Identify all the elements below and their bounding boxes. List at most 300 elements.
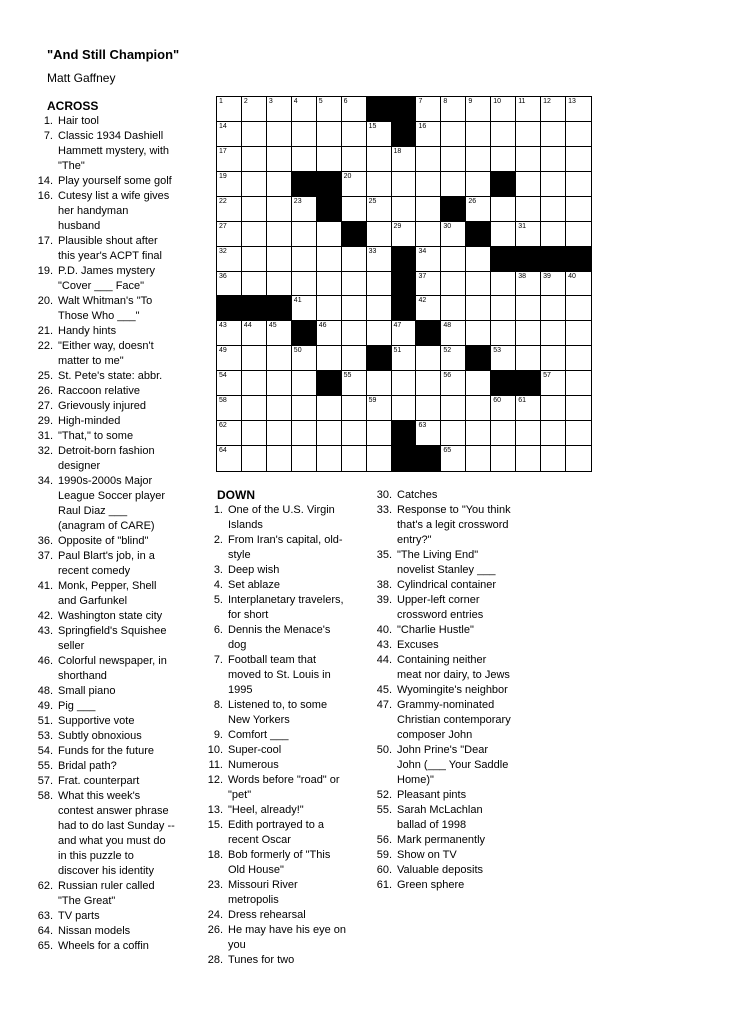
grid-block (317, 371, 342, 396)
grid-cell[interactable] (317, 346, 342, 371)
grid-cell[interactable] (516, 97, 541, 122)
clue-line: "The Living End" (397, 549, 479, 561)
grid-cell[interactable] (367, 222, 392, 247)
grid-cell[interactable] (566, 197, 591, 222)
grid-cell[interactable] (441, 172, 466, 197)
grid-cell[interactable] (317, 446, 342, 471)
grid-cell[interactable] (566, 222, 591, 247)
grid-cell[interactable] (217, 396, 242, 421)
grid-cell[interactable] (242, 446, 267, 471)
grid-cell[interactable] (516, 197, 541, 222)
grid-cell[interactable] (392, 147, 417, 172)
grid-cell[interactable] (491, 97, 516, 122)
grid-cell[interactable] (217, 272, 242, 297)
grid-cell[interactable] (267, 97, 292, 122)
grid-cell[interactable] (566, 296, 591, 321)
clue-line: Russian ruler called (58, 880, 155, 892)
grid-cell[interactable] (367, 147, 392, 172)
clue-item (371, 548, 551, 578)
cell-number: 31 (518, 222, 526, 230)
clue-line: "Charlie Hustle" (397, 624, 474, 636)
cell-number: 44 (243, 322, 252, 330)
clue-line: Handy hints (58, 325, 117, 337)
grid-cell[interactable] (292, 222, 317, 247)
clue-number: 50. (376, 744, 392, 756)
grid-cell[interactable] (267, 321, 292, 346)
clue-line: Frat. counterpart (58, 775, 140, 787)
clue-line: (anagram of CARE) (58, 520, 155, 532)
cell-number: 51 (393, 347, 402, 355)
clue-text (58, 774, 211, 789)
grid-cell[interactable] (466, 296, 491, 321)
grid-cell[interactable] (317, 272, 342, 297)
grid-cell[interactable] (491, 197, 516, 222)
clue-text (228, 623, 380, 653)
grid-cell[interactable] (541, 97, 566, 122)
grid-cell[interactable] (217, 122, 242, 147)
grid-cell[interactable] (516, 421, 541, 446)
grid-cell[interactable] (441, 396, 466, 421)
grid-cell[interactable] (516, 272, 541, 297)
clue-item (31, 879, 211, 909)
grid-cell[interactable] (292, 122, 317, 147)
grid-block (491, 247, 516, 272)
clue-text (397, 578, 551, 593)
grid-cell[interactable] (242, 371, 267, 396)
grid-cell[interactable] (267, 247, 292, 272)
grid-cell[interactable] (392, 172, 417, 197)
clue-text (228, 653, 380, 698)
grid-cell[interactable] (491, 272, 516, 297)
grid-cell[interactable] (566, 122, 591, 147)
grid-cell[interactable] (342, 122, 367, 147)
grid-cell[interactable] (541, 197, 566, 222)
grid-cell[interactable] (466, 122, 491, 147)
grid-cell[interactable] (242, 122, 267, 147)
grid-cell[interactable] (541, 172, 566, 197)
grid-cell[interactable] (242, 421, 267, 446)
grid-cell[interactable] (267, 222, 292, 247)
grid-cell[interactable] (416, 296, 441, 321)
clue-line: TV parts (58, 910, 100, 922)
grid-cell[interactable] (441, 346, 466, 371)
grid-cell[interactable] (416, 97, 441, 122)
grid-cell[interactable] (491, 321, 516, 346)
grid-cell[interactable] (541, 147, 566, 172)
cell-number: 33 (368, 247, 377, 255)
grid-cell[interactable] (292, 346, 317, 371)
grid-cell[interactable] (441, 321, 466, 346)
grid-cell[interactable] (317, 421, 342, 446)
grid-cell[interactable] (441, 122, 466, 147)
cell-number: 57 (543, 372, 551, 380)
grid-cell[interactable] (367, 272, 392, 297)
grid-cell[interactable] (267, 421, 292, 446)
grid-cell[interactable] (317, 97, 342, 122)
cell-number: 2 (243, 98, 248, 105)
clue-number: 17. (37, 235, 53, 247)
grid-cell[interactable] (566, 172, 591, 197)
grid-cell[interactable] (466, 247, 491, 272)
grid-cell[interactable] (466, 172, 491, 197)
grid-cell[interactable] (367, 371, 392, 396)
grid-cell[interactable] (541, 296, 566, 321)
grid-cell[interactable] (342, 272, 367, 297)
grid-cell[interactable] (416, 346, 441, 371)
grid-cell[interactable] (342, 396, 367, 421)
clue-item (371, 683, 551, 698)
clue-text (58, 879, 211, 909)
clue-item (202, 758, 380, 773)
grid-block (292, 172, 317, 197)
grid-cell[interactable] (367, 172, 392, 197)
grid-cell[interactable] (491, 147, 516, 172)
clue-item (371, 578, 551, 593)
grid-cell[interactable] (541, 371, 566, 396)
grid-cell[interactable] (416, 122, 441, 147)
grid-cell[interactable] (541, 396, 566, 421)
grid-cell[interactable] (441, 421, 466, 446)
grid-cell[interactable] (441, 446, 466, 471)
clue-text (228, 728, 380, 743)
clue-text (228, 908, 380, 923)
clue-number: 47. (376, 699, 392, 711)
grid-cell[interactable] (267, 446, 292, 471)
grid-cell[interactable] (342, 421, 367, 446)
grid-cell[interactable] (441, 272, 466, 297)
grid-cell[interactable] (292, 97, 317, 122)
grid-cell[interactable] (292, 197, 317, 222)
clue-number: 20. (37, 295, 53, 307)
clue-line: Old House" (228, 864, 284, 876)
grid-cell[interactable] (242, 247, 267, 272)
grid-cell[interactable] (317, 147, 342, 172)
clue-number: 43. (37, 625, 53, 637)
grid-cell[interactable] (242, 222, 267, 247)
grid-cell[interactable] (267, 197, 292, 222)
grid-cell[interactable] (242, 396, 267, 421)
grid-cell[interactable] (217, 147, 242, 172)
grid-cell[interactable] (367, 122, 392, 147)
clue-item (31, 264, 211, 294)
clue-number: 63. (37, 910, 53, 922)
grid-cell[interactable] (342, 97, 367, 122)
grid-cell[interactable] (242, 197, 267, 222)
grid-cell[interactable] (242, 97, 267, 122)
clue-number: 22. (37, 340, 53, 352)
cell-number: 45 (268, 322, 277, 330)
grid-cell[interactable] (342, 296, 367, 321)
cell-number: 55 (343, 372, 352, 380)
clue-text (397, 683, 551, 698)
grid-cell[interactable] (242, 272, 267, 297)
clue-number: 18. (207, 849, 223, 861)
clue-line: Edith portrayed to a (228, 819, 325, 831)
cell-number: 37 (418, 272, 427, 280)
grid-cell[interactable] (466, 321, 491, 346)
clue-line: Mark permanently (397, 834, 486, 846)
grid-cell[interactable] (342, 346, 367, 371)
grid-cell[interactable] (416, 272, 441, 297)
clue-item (202, 818, 380, 848)
grid-cell[interactable] (566, 421, 591, 446)
grid-cell[interactable] (217, 172, 242, 197)
grid-cell[interactable] (466, 421, 491, 446)
grid-cell[interactable] (367, 247, 392, 272)
clue-line: He may have his eye on (228, 924, 347, 936)
grid-cell[interactable] (416, 421, 441, 446)
clue-text (58, 339, 211, 369)
grid-cell[interactable] (491, 122, 516, 147)
cell-number: 40 (568, 272, 576, 280)
grid-cell[interactable] (516, 172, 541, 197)
grid-block (267, 296, 292, 321)
grid-cell[interactable] (242, 147, 267, 172)
grid-cell[interactable] (516, 122, 541, 147)
cell-number: 12 (543, 98, 551, 105)
clue-text (397, 593, 551, 623)
grid-cell[interactable] (367, 446, 392, 471)
grid-cell[interactable] (566, 346, 591, 371)
clue-number: 3. (213, 564, 223, 576)
clue-text (228, 758, 380, 773)
grid-cell[interactable] (441, 147, 466, 172)
grid-cell[interactable] (317, 296, 342, 321)
grid-cell[interactable] (217, 247, 242, 272)
grid-cell[interactable] (342, 321, 367, 346)
clue-line: "pet" (228, 789, 252, 801)
clue-line: League Soccer player (58, 490, 166, 502)
grid-cell[interactable] (416, 247, 441, 272)
grid-cell[interactable] (541, 346, 566, 371)
clue-line: Missouri River (228, 879, 298, 891)
grid-cell[interactable] (416, 172, 441, 197)
clue-number: 56. (376, 834, 392, 846)
clue-item (202, 653, 380, 698)
grid-cell[interactable] (242, 321, 267, 346)
grid-block (392, 247, 417, 272)
clue-line: ballad of 1998 (397, 819, 467, 831)
grid-cell[interactable] (392, 321, 417, 346)
clue-line: and what you must do (58, 835, 166, 847)
grid-cell[interactable] (367, 197, 392, 222)
grid-cell[interactable] (466, 446, 491, 471)
grid-cell[interactable] (566, 321, 591, 346)
grid-cell[interactable] (541, 446, 566, 471)
clue-line: Wyomingite's neighbor (397, 684, 508, 696)
grid-cell[interactable] (416, 396, 441, 421)
grid-cell[interactable] (441, 296, 466, 321)
grid-cell[interactable] (541, 421, 566, 446)
grid-cell[interactable] (217, 222, 242, 247)
grid-cell[interactable] (541, 222, 566, 247)
clue-line: Super-cool (228, 744, 282, 756)
clue-item (31, 549, 211, 579)
cell-number: 19 (219, 172, 227, 180)
clue-line: Paul Blart's job, in a (58, 550, 155, 562)
grid-cell[interactable] (466, 272, 491, 297)
grid-cell[interactable] (516, 321, 541, 346)
grid-cell[interactable] (267, 396, 292, 421)
clue-line: Dennis the Menace's (228, 624, 331, 636)
grid-cell[interactable] (342, 446, 367, 471)
clue-text (58, 189, 211, 234)
across-heading: ACROSS (47, 99, 99, 113)
grid-cell[interactable] (566, 396, 591, 421)
grid-cell[interactable] (217, 346, 242, 371)
clue-number: 27. (37, 400, 53, 412)
grid-cell[interactable] (367, 321, 392, 346)
grid-cell[interactable] (516, 147, 541, 172)
clue-text (397, 548, 551, 578)
grid-block (392, 97, 417, 122)
grid-cell[interactable] (217, 371, 242, 396)
clue-number: 58. (37, 790, 53, 802)
cell-number: 25 (368, 197, 377, 205)
clue-text (58, 609, 211, 624)
grid-cell[interactable] (516, 222, 541, 247)
grid-cell[interactable] (466, 97, 491, 122)
grid-cell[interactable] (217, 446, 242, 471)
grid-cell[interactable] (267, 346, 292, 371)
grid-cell[interactable] (491, 446, 516, 471)
grid-cell[interactable] (242, 172, 267, 197)
clue-line: "That," to some (58, 430, 134, 442)
clue-text (58, 384, 211, 399)
grid-cell[interactable] (441, 222, 466, 247)
grid-cell[interactable] (292, 296, 317, 321)
grid-cell[interactable] (342, 197, 367, 222)
grid-cell[interactable] (392, 371, 417, 396)
puzzle-title: "And Still Champion" (47, 47, 180, 62)
grid-cell[interactable] (292, 247, 317, 272)
grid-cell[interactable] (466, 396, 491, 421)
grid-cell[interactable] (242, 346, 267, 371)
clue-number: 57. (37, 775, 53, 787)
grid-cell[interactable] (292, 147, 317, 172)
grid-cell[interactable] (416, 222, 441, 247)
grid-cell[interactable] (441, 247, 466, 272)
grid-cell[interactable] (566, 147, 591, 172)
grid-cell[interactable] (566, 446, 591, 471)
grid-block (392, 421, 417, 446)
grid-cell[interactable] (267, 122, 292, 147)
grid-block (416, 446, 441, 471)
grid-cell[interactable] (466, 197, 491, 222)
clue-item (31, 324, 211, 339)
clue-text (228, 953, 380, 968)
grid-block (392, 122, 417, 147)
clue-line: Plausible shout after (58, 235, 158, 247)
grid-cell[interactable] (392, 346, 417, 371)
grid-cell[interactable] (491, 396, 516, 421)
grid-cell[interactable] (217, 97, 242, 122)
grid-cell[interactable] (516, 296, 541, 321)
cell-number: 16 (418, 122, 427, 130)
clue-number: 54. (37, 745, 53, 757)
grid-cell[interactable] (367, 421, 392, 446)
grid-cell[interactable] (317, 247, 342, 272)
grid-cell[interactable] (292, 272, 317, 297)
grid-cell[interactable] (416, 197, 441, 222)
grid-cell[interactable] (392, 396, 417, 421)
grid-block (367, 346, 392, 371)
clue-line: John Prine's "Dear (397, 744, 488, 756)
grid-cell[interactable] (317, 122, 342, 147)
grid-cell[interactable] (416, 371, 441, 396)
grid-cell[interactable] (342, 172, 367, 197)
grid-cell[interactable] (317, 396, 342, 421)
grid-block (242, 296, 267, 321)
grid-cell[interactable] (217, 321, 242, 346)
grid-cell[interactable] (267, 147, 292, 172)
grid-cell[interactable] (392, 197, 417, 222)
grid-cell[interactable] (292, 396, 317, 421)
clue-item (31, 414, 211, 429)
clue-item (31, 729, 211, 744)
clue-text (397, 488, 551, 503)
clue-text (228, 923, 380, 953)
clue-line: 1995 (228, 684, 253, 696)
grid-cell[interactable] (566, 371, 591, 396)
grid-cell[interactable] (292, 421, 317, 446)
grid-cell[interactable] (342, 147, 367, 172)
grid-cell[interactable] (217, 421, 242, 446)
clue-item (31, 924, 211, 939)
grid-cell[interactable] (491, 296, 516, 321)
clue-number: 44. (376, 654, 392, 666)
grid-cell[interactable] (541, 272, 566, 297)
grid-cell[interactable] (342, 371, 367, 396)
grid-cell[interactable] (466, 147, 491, 172)
grid-cell[interactable] (516, 396, 541, 421)
grid-cell[interactable] (367, 396, 392, 421)
grid-cell[interactable] (566, 272, 591, 297)
grid-cell[interactable] (541, 321, 566, 346)
grid-cell[interactable] (292, 446, 317, 471)
grid-cell[interactable] (516, 446, 541, 471)
grid-cell[interactable] (541, 122, 566, 147)
grid-cell[interactable] (491, 421, 516, 446)
grid-cell[interactable] (466, 371, 491, 396)
clue-line: Home)" (397, 774, 434, 786)
grid-cell[interactable] (292, 371, 317, 396)
grid-cell[interactable] (516, 346, 541, 371)
clue-text (397, 503, 551, 548)
clue-text (397, 638, 551, 653)
grid-cell[interactable] (342, 247, 367, 272)
grid-cell[interactable] (267, 172, 292, 197)
grid-cell[interactable] (491, 346, 516, 371)
grid-cell[interactable] (267, 371, 292, 396)
clue-item (202, 623, 380, 653)
cell-number: 13 (568, 98, 576, 105)
clue-item (202, 728, 380, 743)
grid-cell[interactable] (491, 222, 516, 247)
grid-cell[interactable] (317, 321, 342, 346)
grid-cell[interactable] (416, 147, 441, 172)
clue-number: 36. (37, 535, 53, 547)
grid-cell[interactable] (566, 97, 591, 122)
grid-cell[interactable] (441, 371, 466, 396)
grid-cell[interactable] (217, 197, 242, 222)
grid-cell[interactable] (267, 272, 292, 297)
clue-line: contest answer phrase (58, 805, 169, 817)
grid-cell[interactable] (441, 97, 466, 122)
grid-cell[interactable] (317, 222, 342, 247)
grid-cell[interactable] (392, 222, 417, 247)
grid-cell[interactable] (367, 296, 392, 321)
